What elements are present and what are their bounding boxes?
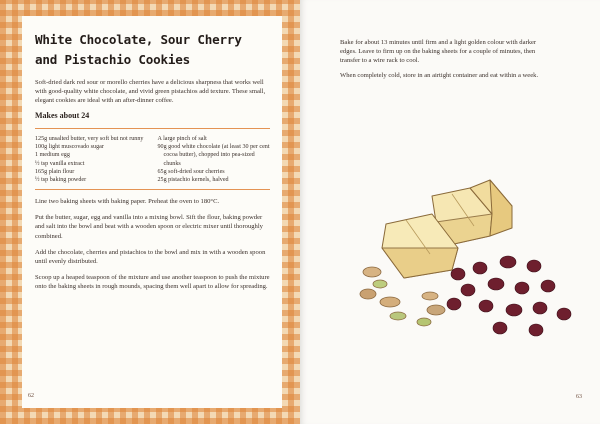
- sour-cherries: [447, 256, 571, 336]
- cherry: [447, 298, 461, 310]
- cherry: [479, 300, 493, 312]
- pistachio: [422, 292, 438, 300]
- method-step: When completely cold, store in an airtight container and eat within a week.: [340, 72, 539, 80]
- chocolate-chunk: [490, 180, 512, 236]
- cherry: [515, 282, 529, 294]
- cherry: [451, 268, 465, 280]
- method-step: Put the butter, sugar, egg and vanilla into a mixing bowl. Sift the flour, baking powder and salt into the bowl and beat with a wooden spoon or electric mixer until thoroughly combined.: [35, 214, 263, 240]
- pistachio: [360, 289, 376, 299]
- method-continued: [340, 38, 545, 86]
- cherry: [506, 304, 522, 316]
- cherry: [488, 278, 504, 290]
- pistachio: [380, 297, 400, 307]
- ingredient-item: 125g unsalted butter, very soft but not runny: [35, 136, 144, 142]
- ingredient-item: 165g plain flour: [35, 168, 75, 175]
- page-number-left: 62: [28, 393, 34, 399]
- ingredient-item: ½ tsp baking powder: [35, 177, 87, 184]
- ingredient-item: 1 medium egg: [35, 152, 70, 159]
- ingredient-item: 90g good white chocolate (at least 30 per cent cocoa butter), chopped into pea-sized chunks: [157, 144, 270, 167]
- ingredient-item: A large pinch of salt: [157, 136, 207, 142]
- cherry: [473, 262, 487, 274]
- ingredient-item: 65g soft-dried sour cherries: [157, 168, 225, 175]
- pistachio: [363, 267, 381, 277]
- recipe-title: White Chocolate, Sour Cherry and Pistachio Cookies: [35, 32, 242, 67]
- ingredient-item: 100g light muscovado sugar: [35, 144, 104, 151]
- ingredients-list: [35, 128, 270, 190]
- white-chocolate-chunks: [382, 180, 512, 278]
- method-step: Scoop up a heaped teaspoon of the mixture and use another teaspoon to push the mixture onto the baking sheets in rough mounds, spacing them well apart to allow for spreading.: [35, 273, 270, 290]
- cherry: [500, 256, 516, 268]
- ingredient-item: ½ tsp vanilla extract: [35, 160, 85, 167]
- pistachio: [417, 318, 431, 326]
- ingredients-column-left: [35, 135, 148, 184]
- method-step: Line two baking sheets with baking paper. Preheat the oven to 180°C.: [35, 198, 220, 206]
- method-steps: [35, 197, 270, 291]
- recipe-intro: Soft-dried dark red sour or morello cherries have a delicious sharpness that works well with good-quality white chocolate, and vivid green pistachios add texture. These small, elegant cookies are ideal with an after-dinner coffee.: [35, 79, 266, 104]
- method-step: Bake for about 13 minutes until firm and a light golden colour with darker edges. Leave to firm up on the baking sheets for a couple of minutes, then transfer to a wire rack to cool.: [340, 39, 537, 65]
- pistachio: [373, 280, 387, 288]
- ingredients-column-right: [158, 135, 271, 184]
- cherry: [527, 260, 541, 272]
- makes-quantity: Makes about 24: [35, 111, 90, 120]
- cherry: [461, 284, 475, 296]
- cherry: [529, 324, 543, 336]
- right-page: [300, 0, 600, 424]
- recipe-card: [22, 16, 282, 408]
- pistachio: [427, 305, 445, 315]
- cherry: [541, 280, 555, 292]
- chocolate-chunk: [382, 248, 458, 278]
- cherry: [533, 302, 547, 314]
- cherry: [493, 322, 507, 334]
- chocolate-cherry-illustration: [340, 166, 580, 356]
- pistachio: [390, 312, 406, 320]
- cherry: [557, 308, 571, 320]
- method-step: Add the chocolate, cherries and pistachios to the bowl and mix in with a wooden spoon until evenly distributed.: [35, 248, 266, 265]
- ingredient-item: 25g pistachio kernels, halved: [157, 177, 229, 184]
- page-number-right: 63: [576, 394, 582, 400]
